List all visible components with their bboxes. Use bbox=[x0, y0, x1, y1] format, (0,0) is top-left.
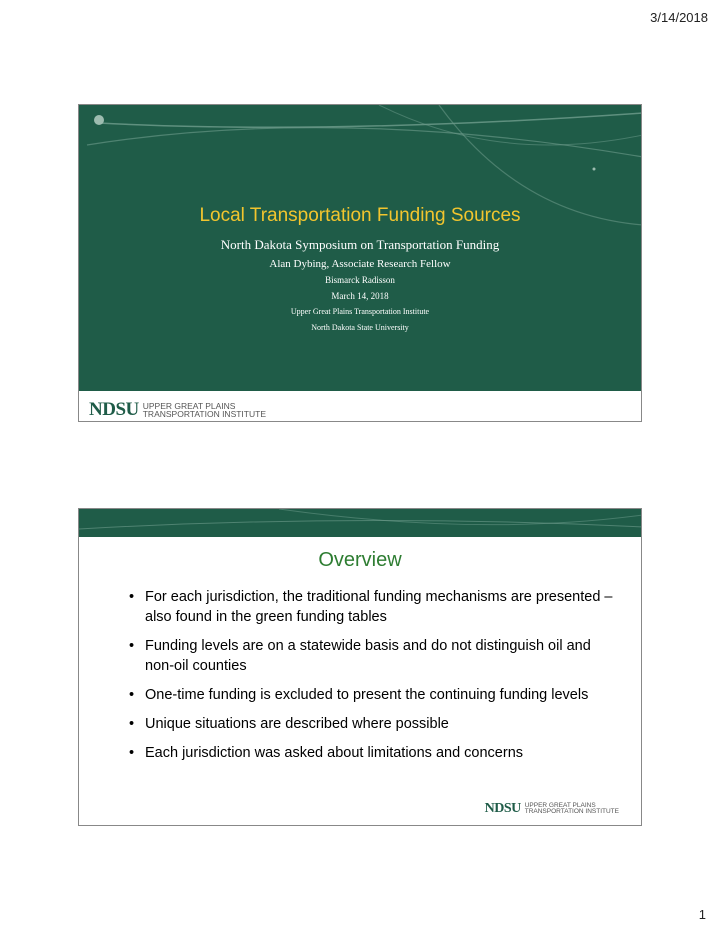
list-item: • Funding levels are on a statewide basis and do not distinguish oil and non-oil counties bbox=[129, 636, 619, 676]
ndsu-ugpti-logo bbox=[89, 399, 266, 421]
header-band bbox=[79, 509, 641, 537]
list-item: • Each jurisdiction was asked about limitations and concerns bbox=[129, 743, 619, 763]
overview-slide bbox=[78, 508, 642, 826]
decorative-dot bbox=[593, 168, 596, 171]
decorative-dot bbox=[94, 115, 104, 125]
slide-subtitle: North Dakota Symposium on Transportation Funding bbox=[220, 237, 500, 252]
list-item: • For each jurisdiction, the traditional funding mechanisms are presented – also found in the green funding tables bbox=[129, 587, 619, 627]
institute: Upper Great Plains Transportation Institute bbox=[290, 307, 430, 316]
venue: Bismarck Radisson bbox=[325, 275, 395, 285]
author: Alan Dybing, Associate Research Fellow bbox=[269, 258, 451, 270]
ndsu-wordmark: NDSU bbox=[89, 399, 139, 420]
slide-title: Local Transportation Funding Sources bbox=[199, 205, 521, 226]
header-date: 3/14/2018 bbox=[650, 10, 708, 25]
list-item: • One-time funding is excluded to present the continuing funding levels bbox=[129, 685, 619, 705]
title-slide bbox=[78, 104, 642, 422]
ndsu-ugpti-logo bbox=[485, 801, 619, 817]
ugpti-wordmark: UPPER GREAT PLAINS TRANSPORTATION INSTITUTE bbox=[142, 400, 266, 419]
list-item: • Unique situations are described where possible bbox=[129, 714, 619, 734]
ugpti-wordmark: UPPER GREAT PLAINS TRANSPORTATION INSTITUTE bbox=[524, 801, 619, 815]
page-number: 1 bbox=[698, 907, 706, 922]
presentation-date: March 14, 2018 bbox=[331, 291, 389, 301]
bullet-list bbox=[129, 587, 619, 772]
decorative-arcs bbox=[79, 509, 642, 537]
ndsu-wordmark: NDSU bbox=[484, 801, 521, 816]
slide-title: Overview bbox=[318, 549, 402, 571]
university: North Dakota State University bbox=[311, 323, 409, 332]
